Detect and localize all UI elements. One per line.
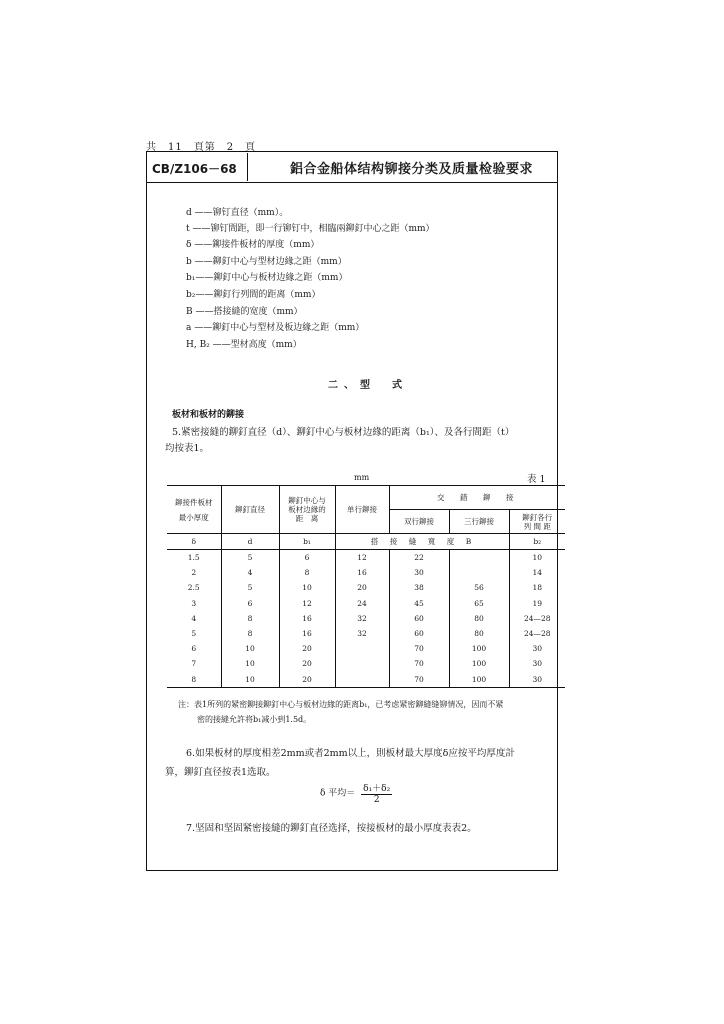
table-cell: 70 (389, 641, 449, 656)
table-cell: 24—28 (523, 613, 551, 623)
table-cell: 5 (221, 550, 279, 566)
table-cell (335, 656, 389, 671)
table-cell: 7 (167, 656, 221, 671)
table-cell: 45 (389, 596, 449, 611)
paragraph-6-line-2: 算，鉚釘直径按表1选取。 (165, 767, 276, 778)
table-cell: 10 (221, 656, 279, 671)
table-cell: 5 (221, 580, 279, 595)
definition-d: d ——铆钉直径（mm）。 (186, 208, 289, 218)
formula-lhs: δ 平均＝ (320, 788, 356, 799)
table-cell: 6 (167, 641, 221, 656)
table-cell: 3 (167, 596, 221, 611)
symbol-d: d (221, 534, 279, 550)
table-cell: 30 (532, 659, 543, 669)
table-note-line-2: 密的接縫允許将b₁减小到1.5d。 (197, 715, 312, 724)
rivet-table (167, 485, 565, 688)
table-cell: 22 (389, 550, 449, 566)
table-cell: 24—28 (523, 629, 551, 639)
table-cell: 8 (167, 672, 221, 688)
table-cell: 8 (279, 565, 335, 580)
table-cell: 8 (221, 611, 279, 626)
table-cell: 56 (449, 580, 509, 595)
table-cell: 30 (389, 565, 449, 580)
header-double-row: 双行鉚接 (389, 510, 449, 534)
table-cell (335, 672, 389, 688)
table-cell: 16 (279, 626, 335, 641)
table-cell: 10 (279, 580, 335, 595)
symbol-delta: δ (167, 534, 221, 550)
header-staggered-group: 交 錯 鉚 接 (389, 486, 565, 510)
definition-B: B ——搭接縫的宽度（mm） (186, 307, 303, 317)
table-cell: 2.5 (167, 580, 221, 595)
table-cell: 60 (389, 626, 449, 641)
standard-code: CB/Z106－68 (152, 162, 237, 176)
table-cell: 70 (389, 656, 449, 671)
definition-t: t ——铆钉間距，即一行铆钉中，相臨兩鉚釘中心之距（mm） (186, 224, 435, 234)
definition-b: b ——鉚釘中心与型材边緣之距（mm） (186, 257, 347, 267)
paragraph-5-line-2: 均按表1。 (165, 443, 210, 454)
header-lap-width: 搭 接 縫 寬 度 B (335, 534, 509, 550)
symbol-b1: b₁ (279, 534, 335, 550)
table-cell: 32 (335, 626, 389, 641)
table-cell: 12 (279, 596, 335, 611)
table-cell: 24 (335, 596, 389, 611)
table-cell (449, 565, 509, 580)
definition-H: H, B₂ ——型材高度（mm） (186, 340, 302, 350)
table-cell: 30 (509, 672, 565, 688)
table-cell: 18 (532, 583, 543, 593)
header-row-spacing: 鉚釘各行 列 間 距 (522, 512, 553, 531)
table-cell: 10 (532, 553, 543, 563)
header-diameter: 鉚釘直径 (221, 486, 279, 534)
table-cell: 20 (279, 672, 335, 688)
formula-numerator: δ₁＋δ₂ (361, 781, 392, 795)
table-cell: 30 (532, 644, 543, 654)
table-cell: 20 (279, 641, 335, 656)
table-cell: 12 (335, 550, 389, 566)
definition-b2: b₂——鉚釘行列間的距离（mm） (186, 290, 321, 300)
table-cell: 100 (449, 656, 509, 671)
table-cell: 100 (449, 641, 509, 656)
header-divider (247, 153, 248, 181)
header-single-row: 单行鉚接 (335, 486, 389, 534)
table-label: 表 1 (527, 474, 546, 485)
table-cell: 16 (335, 565, 389, 580)
table-cell: 6 (221, 596, 279, 611)
table-cell: 80 (449, 626, 509, 641)
mean-thickness-formula (320, 781, 392, 805)
header-triple-row: 三行鉚接 (449, 510, 509, 534)
table-unit: mm (354, 473, 370, 482)
table-cell: 8 (221, 626, 279, 641)
table-cell: 6 (279, 550, 335, 566)
table-cell: 70 (389, 672, 449, 688)
table-cell: 2 (167, 565, 221, 580)
table-cell: 60 (389, 611, 449, 626)
table-cell: 4 (221, 565, 279, 580)
header-edge-distance: 鉚釘中心与 板材边緣的 距 离 (279, 486, 335, 534)
paragraph-6-line-1: 6.如果板材的厚度相差2mm或者2mm以上，則板材最大厚度δ应按平均厚度計 (186, 748, 515, 759)
table-cell: 32 (335, 611, 389, 626)
symbol-b2: b₂ (509, 534, 565, 550)
table-cell: 10 (221, 641, 279, 656)
table-cell: 14 (532, 568, 543, 578)
document-title: 鋁合金船体结构铆接分类及质量检验要求 (290, 162, 534, 177)
table-cell: 20 (279, 656, 335, 671)
subsection-heading: 板材和板材的鉚接 (172, 410, 245, 420)
table-cell: 38 (389, 580, 449, 595)
definition-delta: δ ——鉚接件板材的厚度（mm） (186, 240, 320, 250)
formula-denominator: 2 (373, 795, 380, 805)
table-cell: 65 (449, 596, 509, 611)
definition-a: a ——鉚釘中心与型材及板边緣之距（mm） (186, 323, 365, 333)
table-cell: 1.5 (167, 550, 221, 566)
table-cell: 80 (449, 611, 509, 626)
table-cell: 16 (279, 611, 335, 626)
table-cell (449, 550, 509, 566)
paragraph-7: 7.坚固和坚固紧密接縫的鉚釘直径选择，按接板材的最小厚度表表2。 (186, 823, 477, 834)
table-cell: 4 (167, 611, 221, 626)
table-cell: 19 (532, 598, 543, 608)
formula-fraction (361, 781, 392, 805)
section-heading: 二、型 式 (328, 380, 408, 391)
table-cell: 100 (449, 672, 509, 688)
table-cell: 5 (167, 626, 221, 641)
header-thickness: 鉚接件板材 最小厚度 (167, 486, 221, 534)
paragraph-5-line-1: 5.紧密接縫的鉚釘直径（d）、鉚釘中心与板材边緣的距离（b₁）、及各行間距（t） (172, 427, 515, 438)
table-note-line-1: 注：表1所列的紧密鉚接鉚釘中心与板材边緣的距离b₁，已考虑紧密鉚縫缝铆情况，因而不紧 (178, 700, 504, 709)
definition-b1: b₁——鉚釘中心与板材边緣之距（mm） (186, 273, 348, 283)
table-cell: 10 (221, 672, 279, 688)
page-info: 共 11 頁第 2 頁 (146, 142, 257, 153)
table-cell: 20 (335, 580, 389, 595)
table-cell (335, 641, 389, 656)
